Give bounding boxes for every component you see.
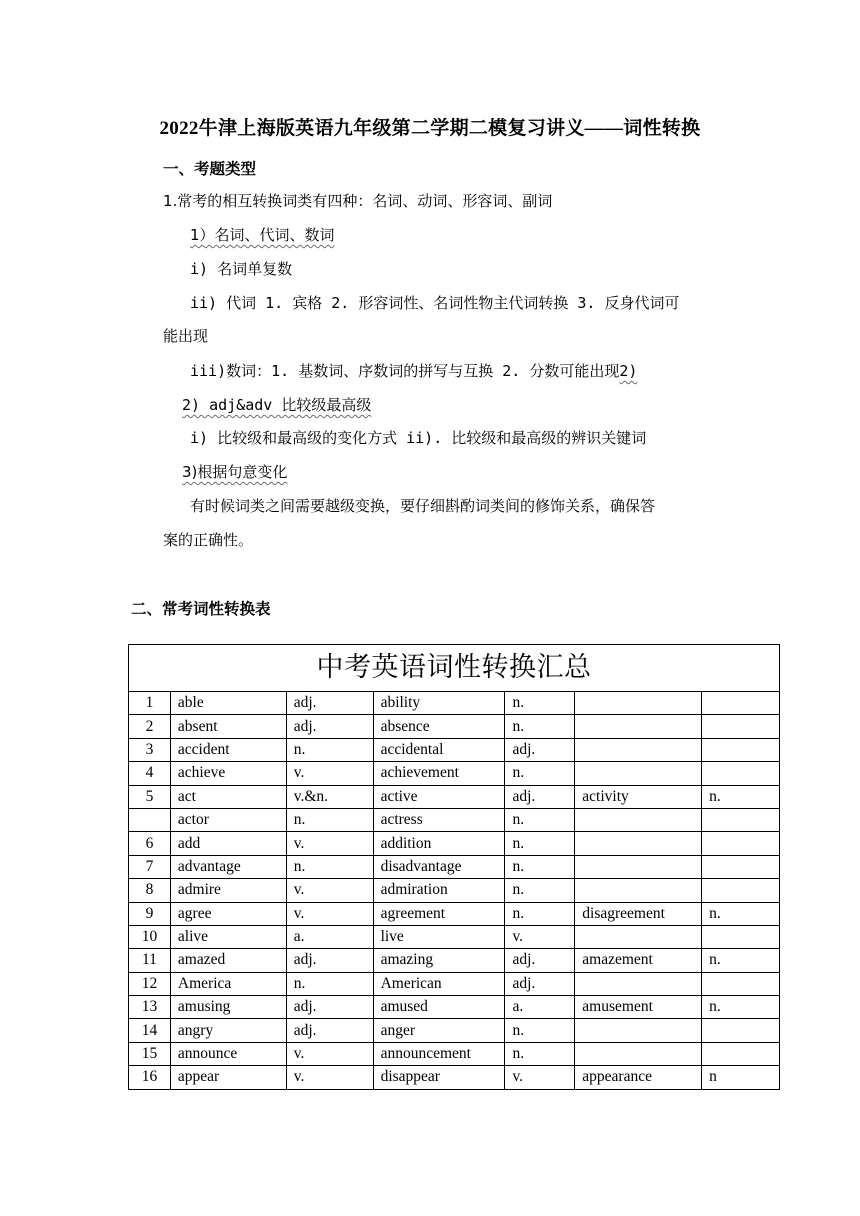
row-number: 15 <box>129 1042 171 1065</box>
part-of-speech-cell: n. <box>505 715 575 738</box>
table-row <box>129 949 780 972</box>
section-heading-question-types: 一、考题类型 <box>163 160 257 178</box>
part-of-speech-cell: n. <box>286 855 373 878</box>
word-cell <box>575 692 702 715</box>
table-row <box>129 1066 780 1089</box>
part-of-speech-cell <box>702 738 780 761</box>
part-of-speech-cell: a. <box>505 996 575 1019</box>
part-of-speech-cell: n. <box>505 762 575 785</box>
word-cell: able <box>170 692 286 715</box>
word-cell: act <box>170 785 286 808</box>
part-of-speech-cell <box>702 879 780 902</box>
row-number: 5 <box>129 785 171 808</box>
part-of-speech-cell: n. <box>286 738 373 761</box>
paragraph-line <box>190 360 637 381</box>
part-of-speech-cell: adj. <box>286 715 373 738</box>
paragraph-line: ii) 代词 1. 宾格 2. 形容词性、名词性物主代词转换 3. 反身代词可 <box>190 294 680 312</box>
word-cell: admire <box>170 879 286 902</box>
part-of-speech-cell <box>702 692 780 715</box>
paragraph-line: i) 名词单复数 <box>190 260 293 278</box>
word-cell <box>575 972 702 995</box>
word-cell: actress <box>373 808 505 831</box>
table-row <box>129 808 780 831</box>
word-cell: amazed <box>170 949 286 972</box>
row-number: 10 <box>129 925 171 948</box>
wavy-underlined-text: 1）名词、代词、数词 <box>190 226 335 244</box>
paragraph-line <box>182 461 287 482</box>
word-cell: anger <box>373 1019 505 1042</box>
row-number: 1 <box>129 692 171 715</box>
word-cell: accidental <box>373 738 505 761</box>
part-of-speech-cell: v. <box>286 879 373 902</box>
part-of-speech-cell: v. <box>286 832 373 855</box>
part-of-speech-cell: n. <box>505 1042 575 1065</box>
row-number: 3 <box>129 738 171 761</box>
part-of-speech-cell <box>702 715 780 738</box>
table-row <box>129 715 780 738</box>
word-cell: appearance <box>575 1066 702 1089</box>
paragraph-line: 有时候词类之间需要越级变换，要仔细斟酌词类间的修饰关系，确保答 <box>190 497 656 515</box>
word-cell: amazing <box>373 949 505 972</box>
paragraph-line: 能出现 <box>163 327 209 345</box>
word-cell <box>575 925 702 948</box>
table-row <box>129 1019 780 1042</box>
part-of-speech-cell: v.&n. <box>286 785 373 808</box>
part-of-speech-cell: n. <box>702 996 780 1019</box>
part-of-speech-cell: n. <box>702 902 780 925</box>
part-of-speech-cell: n. <box>505 879 575 902</box>
table-row <box>129 692 780 715</box>
row-number <box>129 808 171 831</box>
paragraph-line: i) 比较级和最高级的变化方式 ii). 比较级和最高级的辨识关键词 <box>190 429 647 447</box>
part-of-speech-cell: v. <box>505 1066 575 1089</box>
word-cell: America <box>170 972 286 995</box>
word-cell <box>575 832 702 855</box>
word-cell: disappear <box>373 1066 505 1089</box>
row-number: 8 <box>129 879 171 902</box>
table-row <box>129 855 780 878</box>
word-cell <box>575 1042 702 1065</box>
word-cell: announcement <box>373 1042 505 1065</box>
word-cell: achievement <box>373 762 505 785</box>
row-number: 2 <box>129 715 171 738</box>
part-of-speech-cell: adj. <box>286 996 373 1019</box>
row-number: 14 <box>129 1019 171 1042</box>
word-cell: amusement <box>575 996 702 1019</box>
word-cell <box>575 808 702 831</box>
part-of-speech-cell: n. <box>505 692 575 715</box>
word-cell: absence <box>373 715 505 738</box>
word-cell: disadvantage <box>373 855 505 878</box>
word-cell: active <box>373 785 505 808</box>
word-cell: agreement <box>373 902 505 925</box>
part-of-speech-cell: n. <box>702 949 780 972</box>
table-row <box>129 762 780 785</box>
word-cell <box>575 715 702 738</box>
row-number: 12 <box>129 972 171 995</box>
word-cell: announce <box>170 1042 286 1065</box>
word-cell <box>575 855 702 878</box>
part-of-speech-cell: v. <box>505 925 575 948</box>
table-title: 中考英语词性转换汇总 <box>129 645 780 692</box>
part-of-speech-cell: adj. <box>505 972 575 995</box>
paragraph-line: 案的正确性。 <box>163 531 254 549</box>
word-cell: disagreement <box>575 902 702 925</box>
word-cell: admiration <box>373 879 505 902</box>
part-of-speech-cell: adj. <box>505 949 575 972</box>
word-cell: accident <box>170 738 286 761</box>
part-of-speech-cell: a. <box>286 925 373 948</box>
wavy-underlined-text: 2) adj&adv 比较级最高级 <box>182 396 372 414</box>
part-of-speech-cell <box>702 925 780 948</box>
word-cell: amusing <box>170 996 286 1019</box>
part-of-speech-cell <box>702 972 780 995</box>
word-cell: angry <box>170 1019 286 1042</box>
word-cell <box>575 1019 702 1042</box>
row-number: 4 <box>129 762 171 785</box>
word-cell: appear <box>170 1066 286 1089</box>
part-of-speech-cell: v. <box>286 1042 373 1065</box>
table-row <box>129 1042 780 1065</box>
word-cell: achieve <box>170 762 286 785</box>
table-row <box>129 902 780 925</box>
table-row <box>129 996 780 1019</box>
word-cell: ability <box>373 692 505 715</box>
part-of-speech-cell <box>702 855 780 878</box>
word-conversion-table <box>128 644 780 1090</box>
part-of-speech-cell <box>702 808 780 831</box>
part-of-speech-cell: adj. <box>286 692 373 715</box>
part-of-speech-cell: n. <box>505 902 575 925</box>
word-cell: activity <box>575 785 702 808</box>
word-cell: amazement <box>575 949 702 972</box>
part-of-speech-cell: n. <box>702 785 780 808</box>
part-of-speech-cell: adj. <box>505 785 575 808</box>
table-row <box>129 785 780 808</box>
part-of-speech-cell: v. <box>286 902 373 925</box>
paragraph-line: 1.常考的相互转换词类有四种：名词、动词、形容词、副词 <box>163 192 553 210</box>
word-cell <box>575 738 702 761</box>
part-of-speech-cell <box>702 1019 780 1042</box>
paragraph-line <box>190 224 335 245</box>
part-of-speech-cell: n <box>702 1066 780 1089</box>
table-row <box>129 738 780 761</box>
section-heading-conversion-table: 二、常考词性转换表 <box>131 600 271 618</box>
word-cell <box>575 879 702 902</box>
row-number: 9 <box>129 902 171 925</box>
table-row <box>129 879 780 902</box>
part-of-speech-cell: n. <box>286 972 373 995</box>
row-number: 13 <box>129 996 171 1019</box>
part-of-speech-cell: v. <box>286 1066 373 1089</box>
document-title: 2022牛津上海版英语九年级第二学期二模复习讲义——词性转换 <box>159 118 701 139</box>
word-cell: agree <box>170 902 286 925</box>
paragraph-line <box>182 394 371 415</box>
word-cell: addition <box>373 832 505 855</box>
part-of-speech-cell: n. <box>505 832 575 855</box>
part-of-speech-cell: n. <box>505 808 575 831</box>
word-cell: alive <box>170 925 286 948</box>
part-of-speech-cell: v. <box>286 762 373 785</box>
part-of-speech-cell: n. <box>505 855 575 878</box>
table-row <box>129 925 780 948</box>
part-of-speech-cell: adj. <box>286 1019 373 1042</box>
word-cell: actor <box>170 808 286 831</box>
row-number: 6 <box>129 832 171 855</box>
word-cell: American <box>373 972 505 995</box>
word-cell: advantage <box>170 855 286 878</box>
word-cell: amused <box>373 996 505 1019</box>
table-title-row <box>129 645 780 692</box>
part-of-speech-cell <box>702 832 780 855</box>
word-cell: absent <box>170 715 286 738</box>
part-of-speech-cell: n. <box>286 808 373 831</box>
part-of-speech-cell <box>702 1042 780 1065</box>
paragraph-text: iii)数词：1. 基数词、序数词的拼写与互换 2. 分数可能出现 <box>190 362 620 380</box>
row-number: 16 <box>129 1066 171 1089</box>
wavy-underlined-text: 2) <box>619 362 638 380</box>
part-of-speech-cell: adj. <box>505 738 575 761</box>
table-row <box>129 832 780 855</box>
row-number: 7 <box>129 855 171 878</box>
word-cell <box>575 762 702 785</box>
part-of-speech-cell <box>702 762 780 785</box>
word-cell: add <box>170 832 286 855</box>
part-of-speech-cell: adj. <box>286 949 373 972</box>
word-cell: live <box>373 925 505 948</box>
wavy-underlined-text: 3)根据句意变化 <box>182 463 288 481</box>
part-of-speech-cell: n. <box>505 1019 575 1042</box>
table-row <box>129 972 780 995</box>
row-number: 11 <box>129 949 171 972</box>
